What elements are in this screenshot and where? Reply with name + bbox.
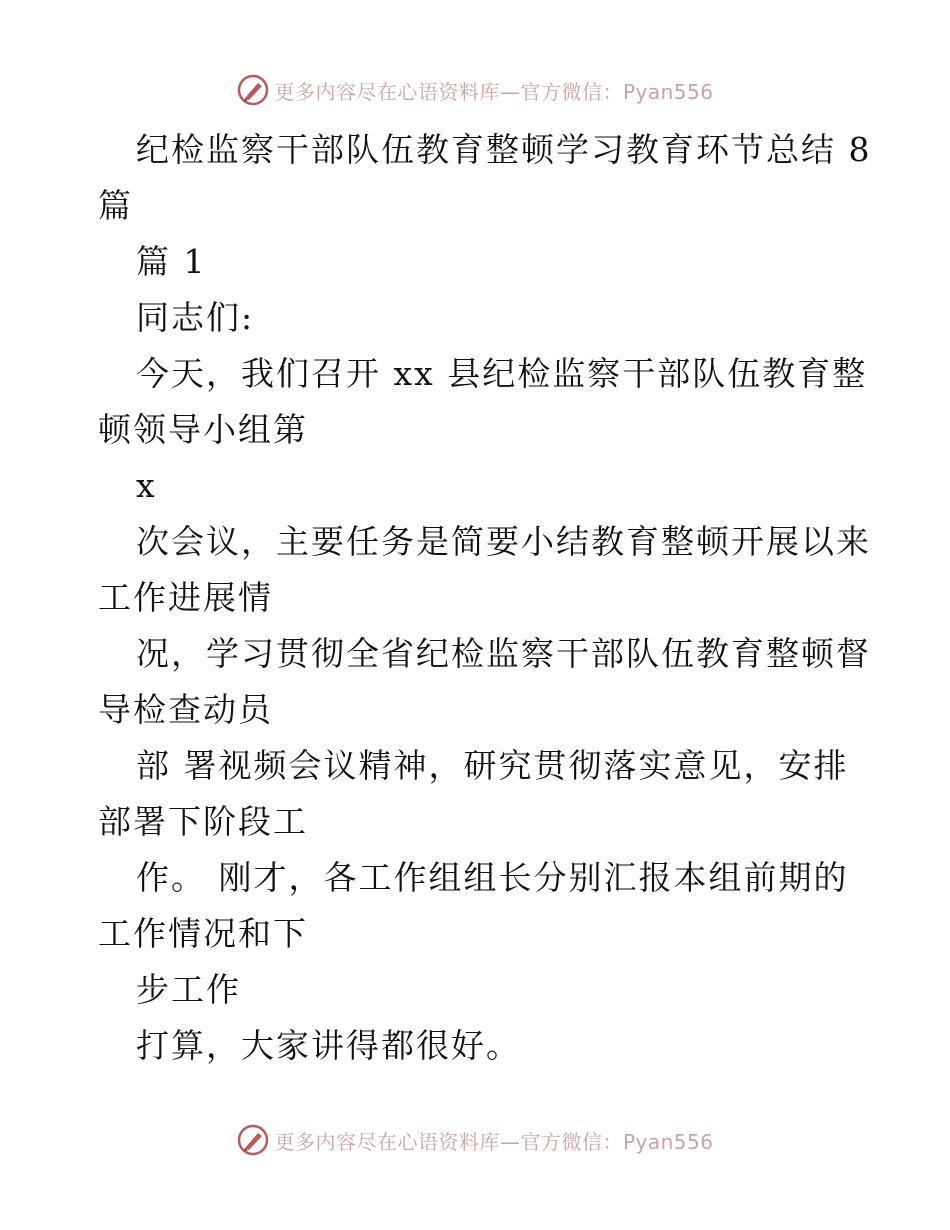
paragraph-line: 部 署视频会议精神，研究贯彻落实意见，安排	[136, 746, 849, 785]
header-banner	[0, 70, 950, 110]
paragraph-line: 导检查动员	[98, 690, 273, 729]
paragraph-line: 打算，大家讲得都很好。	[136, 1026, 521, 1065]
doc-title-line-2: 篇	[98, 186, 133, 225]
paragraph-line: 况，学习贯彻全省纪检监察干部队伍教育整顿督	[136, 634, 871, 673]
footer-banner	[0, 1120, 950, 1160]
paragraph-line: x	[136, 466, 157, 505]
paragraph-line: 次会议，主要任务是简要小结教育整顿开展以来	[136, 522, 871, 561]
paragraph-line: 工作情况和下	[98, 914, 308, 953]
footer-banner-text: 更多内容尽在心语资料库—官方微信：Pyan556	[274, 1129, 714, 1154]
doc-title-line-1: 纪检监察干部队伍教育整顿学习教育环节总结 8	[136, 130, 872, 169]
paragraph-line: 作。 刚才，各工作组组长分别汇报本组前期的	[136, 858, 849, 897]
section-heading: 篇 1	[136, 242, 207, 281]
paragraph-line: 步工作	[136, 970, 241, 1009]
paragraph-line: 部署下阶段工	[98, 802, 308, 841]
paragraph-line: 工作进展情	[98, 578, 273, 617]
paragraph-line: 今天，我们召开 xx 县纪检监察干部队伍教育整	[136, 354, 868, 393]
paragraph-line: 顿领导小组第	[98, 410, 308, 449]
pen-logo-icon	[236, 1123, 270, 1157]
pen-logo-icon	[236, 73, 270, 107]
salutation: 同志们:	[136, 298, 255, 337]
document-body	[98, 122, 872, 1074]
header-banner-text: 更多内容尽在心语资料库—官方微信：Pyan556	[274, 79, 714, 104]
